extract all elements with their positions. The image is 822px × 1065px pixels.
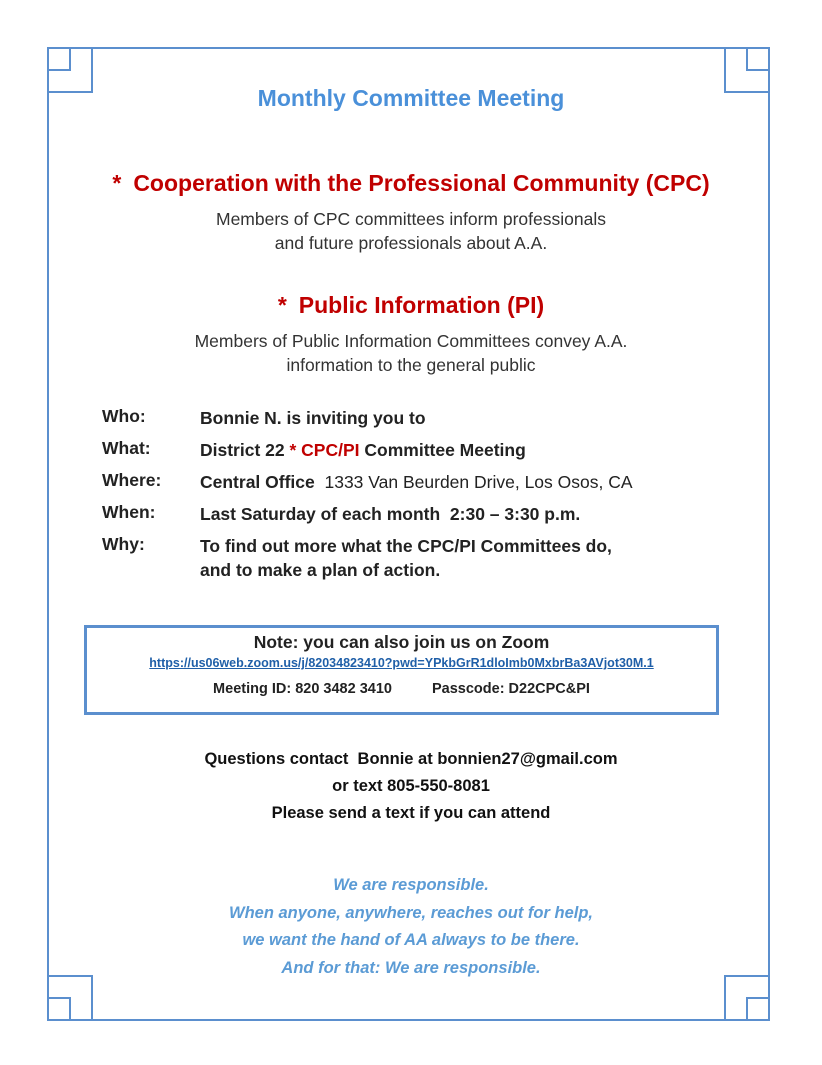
detail-label: Who: xyxy=(102,406,146,426)
detail-label: What: xyxy=(102,438,151,458)
pi-description-line: Members of Public Information Committees convey A.A. xyxy=(194,331,628,351)
detail-label: Why: xyxy=(102,534,145,554)
detail-value: Last Saturday of each month 2:30 – 3:30 p.m. xyxy=(200,504,581,524)
pi-heading-text: Public Information (PI) xyxy=(298,292,545,318)
meeting-id: Meeting ID: 820 3482 3410 xyxy=(213,681,392,697)
contact-line: Please send a text if you can attend xyxy=(271,804,551,822)
detail-value xyxy=(200,534,720,582)
where-address: 1333 Van Beurden Drive, Los Osos, CA xyxy=(324,472,633,492)
detail-label: When: xyxy=(102,502,156,522)
what-suffix: Committee Meeting xyxy=(359,440,526,460)
motto-line: And for that: We are responsible. xyxy=(281,958,541,977)
what-prefix: District 22 xyxy=(200,440,290,460)
cpc-description xyxy=(0,207,822,255)
contact-line: Questions contact Bonnie at bonnien27@gmail.com xyxy=(204,750,618,768)
what-highlight: CPC/PI xyxy=(296,440,360,460)
star-icon: * xyxy=(277,292,287,318)
contact-line: or text 805-550-8081 xyxy=(332,777,490,795)
detail-value xyxy=(200,438,720,462)
where-venue: Central Office xyxy=(200,472,315,492)
why-line: To find out more what the CPC/PI Committees do, xyxy=(200,536,612,556)
zoom-note: Note: you can also join us on Zoom xyxy=(253,632,550,652)
passcode: Passcode: D22CPC&PI xyxy=(431,681,590,697)
pi-description-line: information to the general public xyxy=(286,355,536,375)
pi-description xyxy=(0,329,822,377)
why-line: and to make a plan of action. xyxy=(200,560,441,580)
zoom-credentials xyxy=(87,681,716,697)
cpc-heading-text: Cooperation with the Professional Community (CPC) xyxy=(133,170,710,196)
cpc-description-line: and future professionals about A.A. xyxy=(274,233,548,253)
star-icon: * xyxy=(112,170,122,196)
contact-info xyxy=(0,746,822,827)
page-title: Monthly Committee Meeting xyxy=(257,85,565,111)
detail-value xyxy=(200,470,720,494)
detail-value: Bonnie N. is inviting you to xyxy=(200,408,426,428)
motto-line: When anyone, anywhere, reaches out for help, xyxy=(229,903,593,922)
motto-line: we want the hand of AA always to be there. xyxy=(242,931,580,949)
star-icon: * xyxy=(289,440,297,460)
cpc-description-line: Members of CPC committees inform professionals xyxy=(216,209,606,229)
zoom-link[interactable]: https://us06web.zoom.us/j/82034823410?pwd=YPkbGrR1dloImb0MxbrBa3AVjot30M.1 xyxy=(149,656,654,670)
pi-heading xyxy=(0,292,822,319)
motto-line: We are responsible. xyxy=(333,876,489,894)
zoom-info-box xyxy=(84,625,719,715)
detail-label: Where: xyxy=(102,470,162,490)
cpc-heading xyxy=(0,170,822,197)
responsibility-statement xyxy=(0,872,822,982)
